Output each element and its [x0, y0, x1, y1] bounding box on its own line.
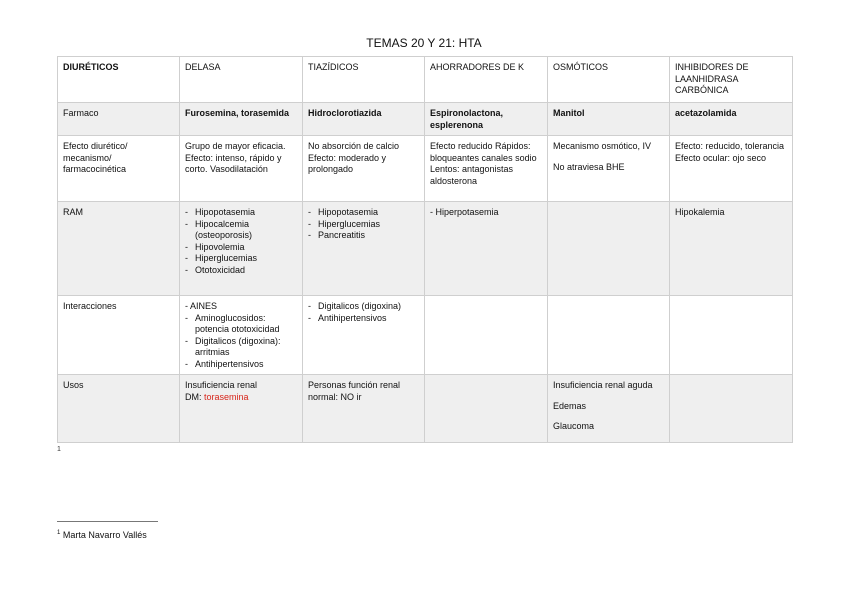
- list-item: - Digitalicos (digoxina): [308, 301, 419, 313]
- header-tiazidicos: TIAZÍDICOS: [303, 57, 425, 103]
- list-item: - Hipopotasemia: [308, 207, 419, 219]
- ram-delasa: [180, 202, 303, 296]
- farmaco-osmoticos: Manitol: [548, 103, 670, 136]
- ram-tiazidicos: [303, 202, 425, 296]
- header-ahorradores: AHORRADORES DE K: [425, 57, 548, 103]
- ram-tiazidicos-list: [308, 207, 419, 242]
- list-item: - Ototoxicidad: [185, 265, 297, 277]
- farmaco-delasa: Furosemina, torasemida: [180, 103, 303, 136]
- interacciones-inhibidores: [670, 296, 793, 375]
- interacciones-tiazidicos: [303, 296, 425, 375]
- usos-ahorradores: [425, 375, 548, 443]
- farmaco-tiazidicos: Hidroclorotiazida: [303, 103, 425, 136]
- interacciones-delasa-list: [185, 313, 297, 371]
- header-row: [58, 57, 793, 103]
- interacciones-delasa: [180, 296, 303, 375]
- usos-delasa-red: torasemina: [204, 391, 249, 402]
- interacciones-ahorradores: [425, 296, 548, 375]
- efecto-osmoticos: [548, 136, 670, 202]
- usos-tiazidicos: Personas función renal normal: NO ir: [303, 375, 425, 443]
- usos-label: Usos: [58, 375, 180, 443]
- efecto-tiazidicos: No absorción de calcio Efecto: moderado y prolongado: [303, 136, 425, 202]
- usos-osmoticos-line1: Insuficiencia renal aguda: [553, 380, 653, 390]
- interacciones-osmoticos: [548, 296, 670, 375]
- usos-osmoticos: [548, 375, 670, 443]
- ram-delasa-list: [185, 207, 297, 276]
- list-item: - Hipopotasemia: [185, 207, 297, 219]
- list-item: - Aminoglucosidos: potencia ototoxicidad: [185, 313, 297, 336]
- header-inhibidores: INHIBIDORES DE LAANHIDRASA CARBÓNICA: [670, 57, 793, 103]
- diuretics-table: [57, 56, 793, 443]
- list-item: - Digitalicos (digoxina): arritmias: [185, 336, 297, 359]
- farmaco-row: [58, 103, 793, 136]
- list-item: - Hiperglucemias: [185, 253, 297, 265]
- efecto-osmoticos-line2: No atraviesa BHE: [553, 161, 625, 172]
- usos-delasa-line1: Insuficiencia renal: [185, 380, 258, 390]
- usos-delasa-prefix: DM:: [185, 391, 204, 402]
- interacciones-label: Interacciones: [58, 296, 180, 375]
- footnote-text: Marta Navarro Vallés: [62, 530, 147, 540]
- header-delasa: DELASA: [180, 57, 303, 103]
- list-item: - Hipovolemia: [185, 242, 297, 254]
- list-item: - Antihipertensivos: [185, 359, 297, 371]
- footnote-separator: [57, 521, 158, 522]
- efecto-ahorradores: Efecto reducido Rápidos: bloqueantes canales sodio Lentos: antagonistas aldosterona: [425, 136, 548, 202]
- usos-osmoticos-line2: Edemas: [553, 400, 587, 411]
- footnote: [57, 530, 147, 540]
- efecto-osmoticos-line1: Mecanismo osmótico, IV: [553, 141, 652, 151]
- interacciones-delasa-first: - AINES: [185, 301, 218, 311]
- list-item: - Hiperglucemias: [308, 219, 419, 231]
- ram-osmoticos: [548, 202, 670, 296]
- list-item: - Antihipertensivos: [308, 313, 419, 325]
- list-item: - Hipocalcemia (osteoporosis): [185, 219, 297, 242]
- interacciones-tiazidicos-list: [308, 301, 419, 324]
- farmaco-label: Farmaco: [58, 103, 180, 136]
- usos-row: [58, 375, 793, 443]
- usos-delasa: [180, 375, 303, 443]
- efecto-delasa: Grupo de mayor eficacia. Efecto: intenso, rápido y corto. Vasodilatación: [180, 136, 303, 202]
- ram-label: RAM: [58, 202, 180, 296]
- farmaco-ahorradores: Espironolactona, esplerenona: [425, 103, 548, 136]
- usos-delasa-line2: [185, 392, 297, 404]
- footnote-number: 1: [57, 530, 61, 536]
- farmaco-inhibidores: acetazolamida: [670, 103, 793, 136]
- document-title: TEMAS 20 Y 21: HTA: [366, 36, 482, 50]
- list-item: - Pancreatitis: [308, 230, 419, 242]
- header-osmoticos: OSMÓTICOS: [548, 57, 670, 103]
- usos-osmoticos-line3: Glaucoma: [553, 421, 595, 431]
- footnote-reference-mark: 1: [57, 446, 61, 453]
- ram-inhibidores: Hipokalemia: [670, 202, 793, 296]
- usos-inhibidores: [670, 375, 793, 443]
- ram-ahorradores: - Hiperpotasemia: [425, 202, 548, 296]
- header-diureticos: DIURÉTICOS: [58, 57, 180, 103]
- efecto-row: [58, 136, 793, 202]
- efecto-label: Efecto diurético/ mecanismo/ farmacocinética: [58, 136, 180, 202]
- ram-row: [58, 202, 793, 296]
- efecto-inhibidores: Efecto: reducido, tolerancia Efecto ocular: ojo seco: [670, 136, 793, 202]
- interacciones-row: [58, 296, 793, 375]
